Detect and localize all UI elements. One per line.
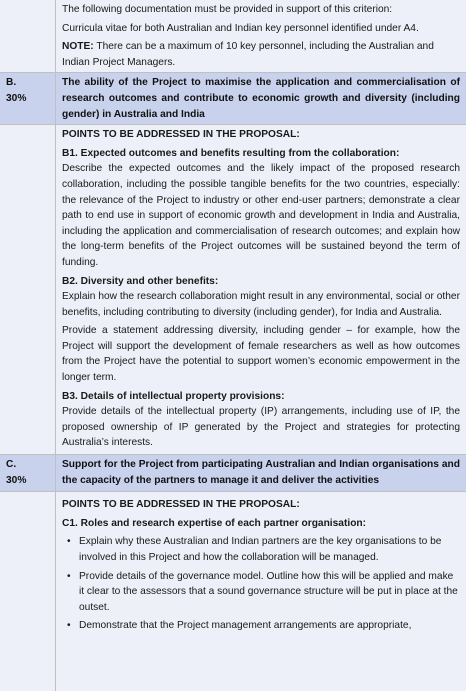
section-c-title-cell	[56, 455, 466, 491]
section-b-title: The ability of the Project to maximise the application and commercialisation of research outcomes and contribute to economic growth and diversity (including gender) in Australia and India	[62, 77, 460, 120]
section-b-body-row	[0, 125, 466, 455]
c1-bullet-list	[62, 534, 460, 634]
bullet-icon: •	[67, 570, 71, 582]
section-b-header-row	[0, 73, 466, 125]
section-b-left-cell	[0, 125, 56, 454]
section-b-points-heading: POINTS TO BE ADDRESSED IN THE PROPOSAL:	[62, 129, 300, 141]
c1-heading: C1. Roles and research expertise of each partner organisation:	[62, 517, 367, 529]
b1-heading: B1. Expected outcomes and benefits resulting from the collaboration:	[62, 147, 400, 159]
b1-text: Describe the expected outcomes and the likely impact of the proposed research collaboration, including the possible tangible benefits for the two countries, especially: the relevance of the Project to industry or other end-user partners; demonstrate a clear path to end use in support of economic growth and development in India and Australia, including the application and commercialisation of research outcomes; and explain how the long-term benefits of the Project outcomes will be sustained beyond the term of funding.	[62, 163, 460, 268]
bullet-icon: •	[67, 536, 71, 548]
section-c-letter: C.	[6, 459, 17, 471]
b2-text-environmental: Explain how the research collaboration might result in any environmental, social or other benefits, including contributing to diversity (including gender), for India and Australia.	[62, 291, 460, 318]
note-label: NOTE:	[62, 41, 94, 53]
list-item	[62, 618, 460, 634]
list-item-text: Provide details of the governance model. Outline how this will be applied and make it clear to the assessors that a sound governance structure will be put in place at the outset.	[79, 570, 458, 613]
cv-requirement: Curricula vitae for both Australian and Indian key personnel identified under A4.	[62, 22, 419, 34]
key-personnel-note	[62, 39, 460, 70]
section-c-id-cell	[0, 455, 56, 491]
section-b-letter: B.	[6, 77, 17, 89]
section-b-title-cell	[56, 73, 466, 124]
b3-heading: B3. Details of intellectual property provisions:	[62, 390, 285, 402]
section-a-left-cell	[0, 0, 56, 72]
section-c-content-cell	[56, 492, 466, 691]
section-b-weight: 30%	[6, 92, 27, 104]
documentation-intro: The following documentation must be provided in support of this criterion:	[62, 4, 393, 15]
section-c-points-heading: POINTS TO BE ADDRESSED IN THE PROPOSAL:	[62, 499, 300, 511]
b3-text: Provide details of the intellectual property (IP) arrangements, including use of IP, the proposed ownership of IP generated by the Project and strategies for protecting Australia’s interests.	[62, 406, 460, 449]
list-item	[62, 569, 460, 616]
bullet-icon: •	[67, 620, 71, 632]
section-c-left-cell	[0, 492, 56, 691]
section-c-header-row	[0, 455, 466, 492]
list-item-text: Explain why these Australian and Indian partners are the key organisations to be involved in this Project and how the collaboration will be managed.	[79, 536, 442, 563]
list-item	[62, 534, 460, 565]
b2-text-diversity: Provide a statement addressing diversity, including gender – for example, how the Project will support the development of female researchers as well as how outcomes from the Project have the potential to support women’s economic empowerment in the longer term.	[62, 325, 460, 384]
note-text: There can be a maximum of 10 key personnel, including the Australian and Indian Project Managers.	[62, 41, 434, 68]
section-a-right-cell	[56, 0, 466, 72]
list-item-text: Demonstrate that the Project management arrangements are appropriate,	[79, 620, 412, 632]
section-b-id-cell	[0, 73, 56, 124]
section-c-body-row	[0, 492, 466, 691]
section-b-content-cell	[56, 125, 466, 454]
section-a-documentation-row	[0, 0, 466, 73]
section-c-title: Support for the Project from participating Australian and Indian organisations and the capacity of the partners to manage it and deliver the activities	[62, 459, 460, 486]
section-c-weight: 30%	[6, 474, 27, 486]
b2-heading: B2. Diversity and other benefits:	[62, 275, 219, 287]
